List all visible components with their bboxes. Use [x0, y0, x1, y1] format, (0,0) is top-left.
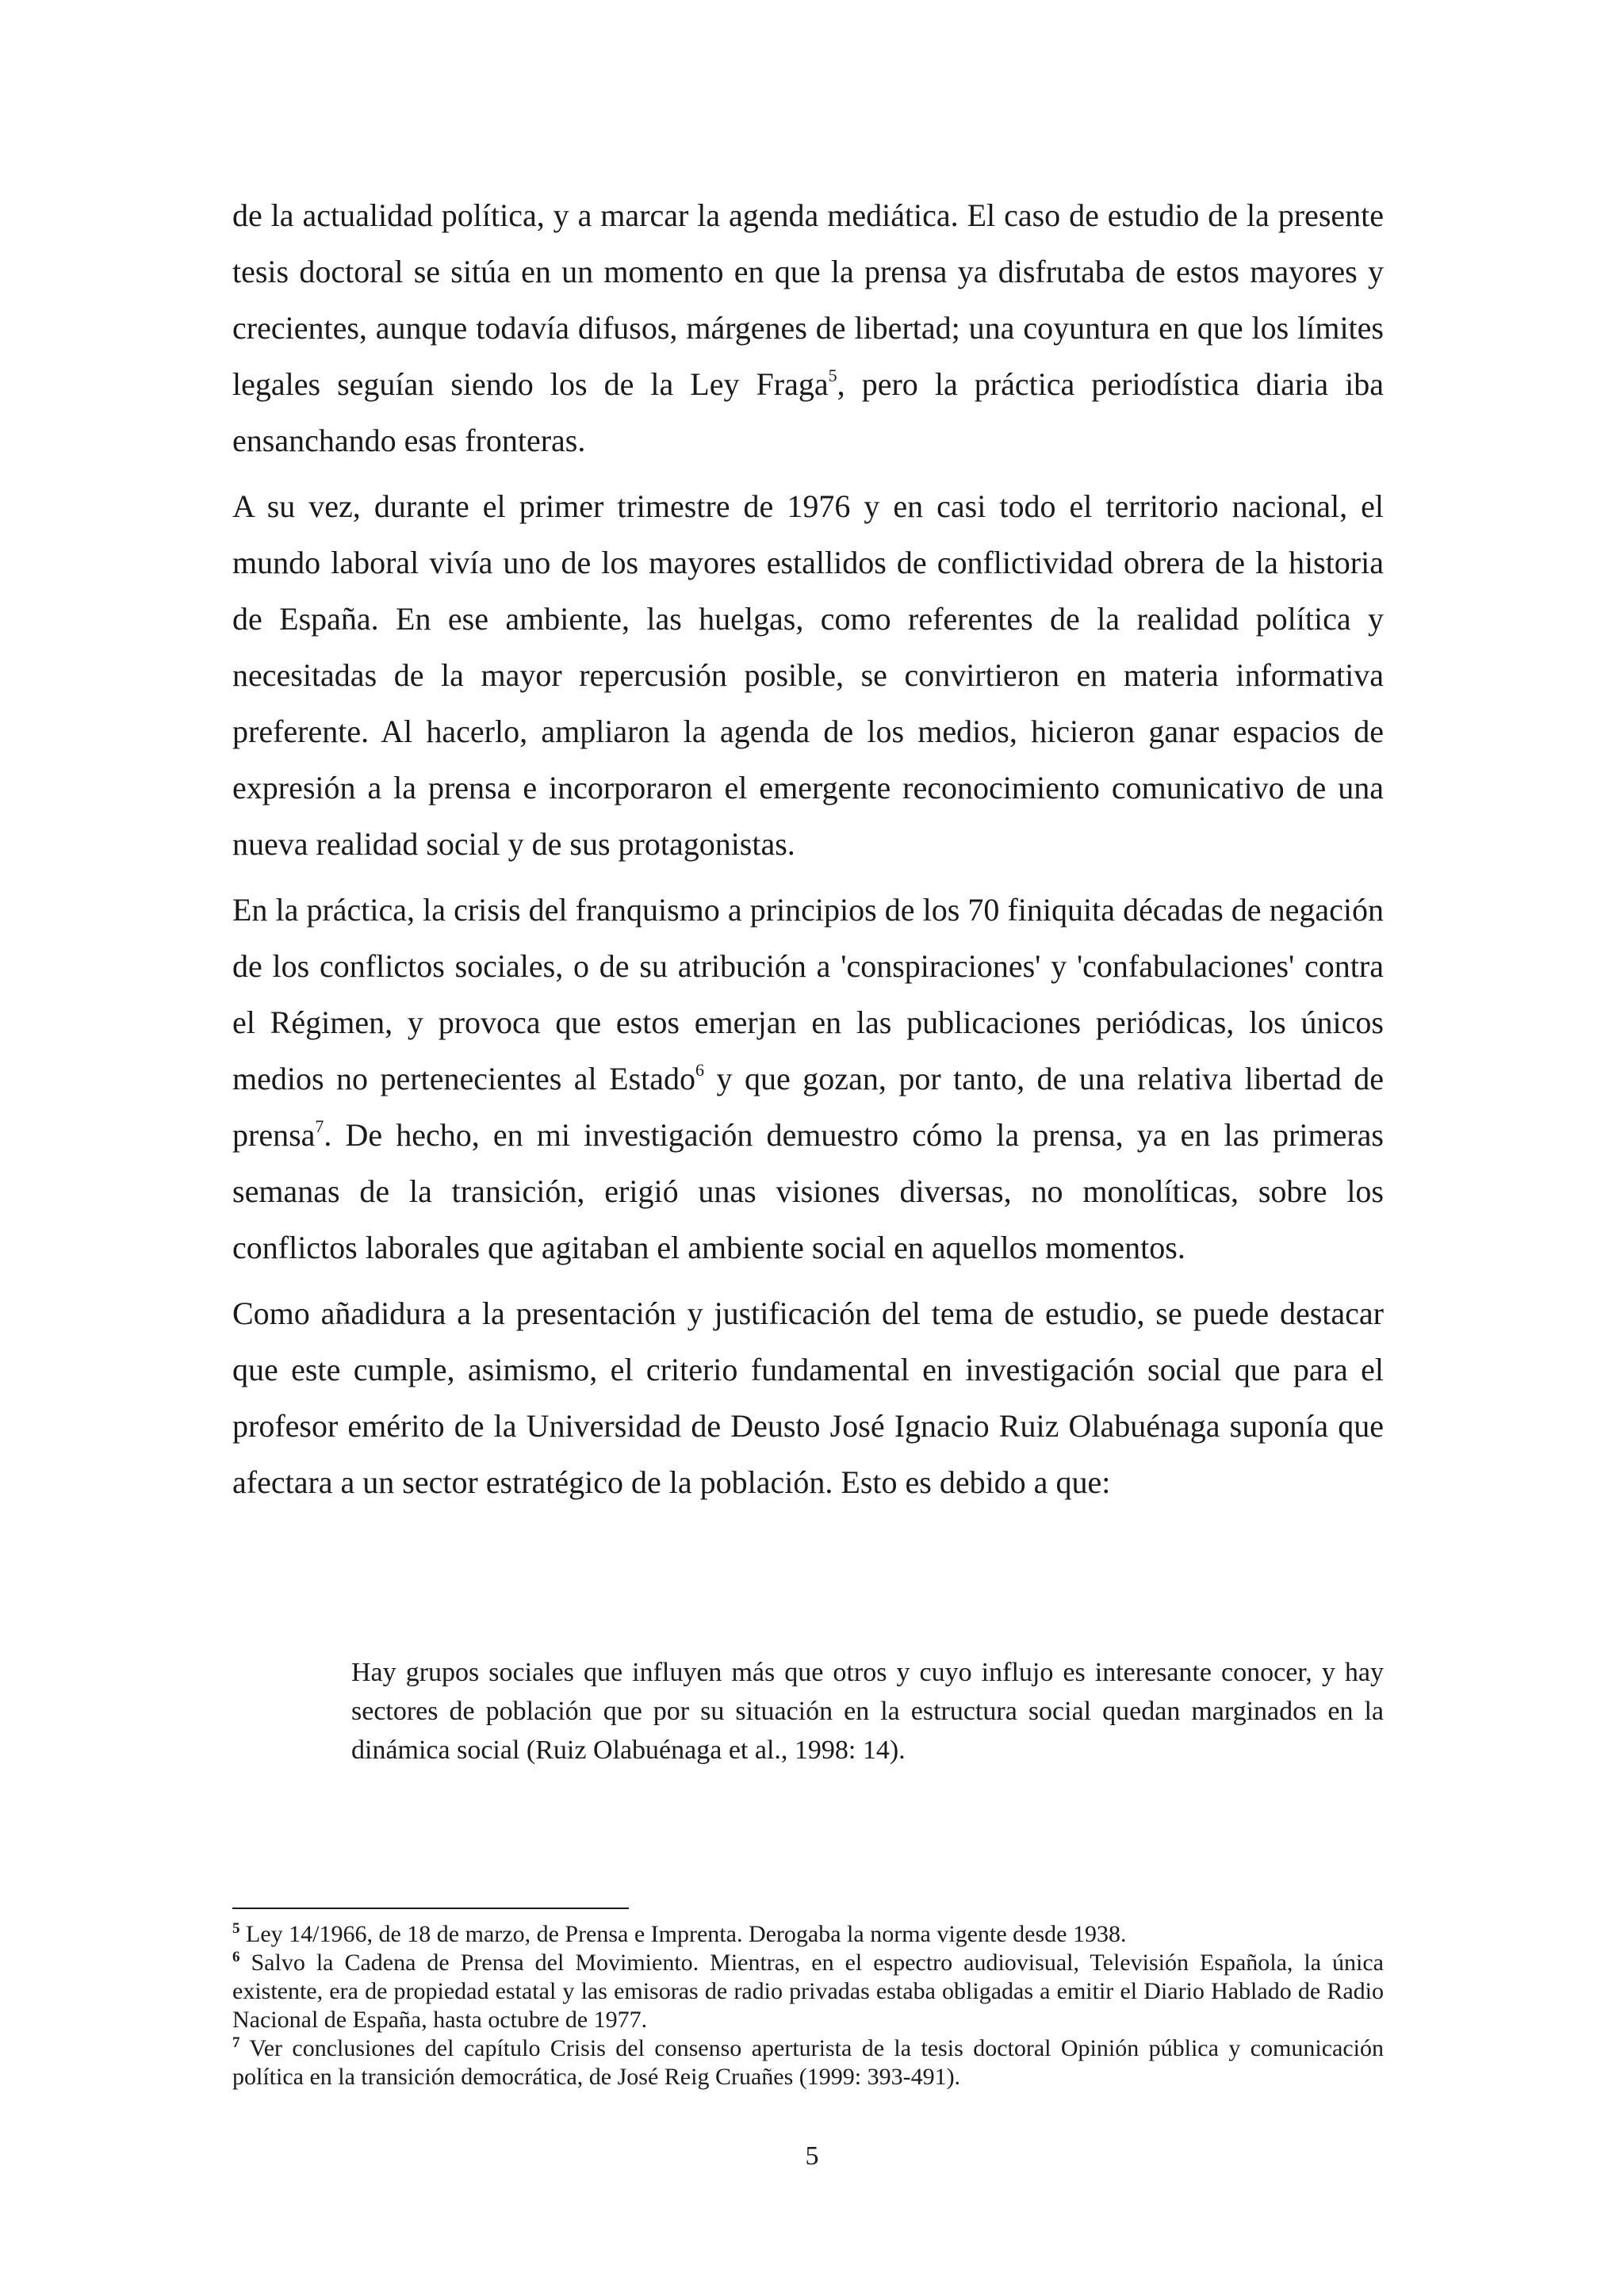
footnote-6-text: Salvo la Cadena de Prensa del Movimiento. Mientras, en el espectro audiovisual, Televisión Española, la única existente, era de propiedad estatal y las emisoras de radio privadas estaba obligadas a emitir el Diario Hablado de Radio Nacional de España, hasta octubre de 1977. [232, 1950, 1385, 2033]
paragraph-3-text-c: . De hecho, en mi investigación demuestro cómo la prensa, ya en las primeras semanas de la transición, erigió unas visiones diversas, no monolíticas, sobre los conflictos laborales que agitaban el ambiente social en aquellos momentos. [232, 1117, 1384, 1265]
body-text [232, 187, 1384, 1510]
footnote-5-mark: 5 [232, 1920, 240, 1937]
paragraph-3-text-a: En la práctica, la crisis del franquismo a principios de los 70 finiquita décadas de negación de los conflictos sociales, o de su atribución a 'conspiraciones' y 'confabulaciones' contra el Régimen, y provoca que estos emerjan en las publicaciones periódicas, los únicos medios no pertenecientes al Estado [232, 892, 1384, 1096]
footnote-5-text: Ley 14/1966, de 18 de marzo, de Prensa e Imprenta. Derogaba la norma vigente desde 1938. [246, 1921, 1127, 1947]
paragraph-1 [232, 187, 1384, 469]
footnote-6 [232, 1949, 1384, 2034]
footnote-ref-7[interactable]: 7 [315, 1116, 324, 1136]
block-quote: Hay grupos sociales que influyen más que otros y cuyo influjo es interesante conocer, y hay sectores de población que por su situación en la estructura social quedan marginados en la dinámica social (Ruiz Olabuénaga et al., 1998: 14). [351, 1658, 1384, 1765]
paragraph-3-text-b: y que gozan, por tanto, de una relativa libertad de prensa [232, 1061, 1384, 1153]
footnote-separator [232, 1908, 629, 1909]
footnote-6-mark: 6 [232, 1949, 240, 1965]
page-number: 5 [805, 2141, 819, 2171]
footnote-7-mark: 7 [232, 2034, 240, 2051]
paragraph-4: Como añadidura a la presentación y justificación del tema de estudio, se puede destacar que este cumple, asimismo, el criterio fundamental en investigación social que para el profesor emérito de la Universidad de Deusto José Ignacio Ruiz Olabuénaga suponía que afectara a un sector estratégico de la población. Esto es debido a que: [232, 1295, 1384, 1500]
footnote-7-text: Ver conclusiones del capítulo Crisis del consenso aperturista de la tesis doctoral Opinión pública y comunicación política en la transición democrática, de José Reig Cruañes (1999: 393-491). [232, 2035, 1384, 2090]
footnote-7 [232, 2034, 1384, 2091]
footnote-ref-6[interactable]: 6 [695, 1060, 705, 1080]
paragraph-1-text-b: , pero la práctica periodística diaria iba ensanchando esas fronteras. [232, 366, 1384, 458]
paragraph-2: A su vez, durante el primer trimestre de 1976 y en casi todo el territorio nacional, el mundo laboral vivía uno de los mayores estallidos de conflictividad obrera de la historia de España. En ese ambiente, las huelgas, como referentes de la realidad política y necesitadas de la mayor repercusión posible, se convirtieron en materia informativa preferente. Al hacerlo, ampliaron la agenda de los medios, hicieron ganar espacios de expresión a la prensa e incorporaron el emergente reconocimiento comunicativo de una nueva realidad social y de sus protagonistas. [232, 488, 1384, 862]
paragraph-1-text-a: de la actualidad política, y a marcar la agenda mediática. El caso de estudio de la presente tesis doctoral se sitúa en un momento en que la prensa ya disfrutaba de estos mayores y crecientes, aunque todavía difusos, márgenes de libertad; una coyuntura en que los límites legales seguían siendo los de la Ley Fraga [232, 197, 1384, 402]
footnote-5 [232, 1920, 1384, 1949]
footnotes [232, 1920, 1384, 2091]
paragraph-3 [232, 882, 1384, 1276]
footnote-ref-5[interactable]: 5 [828, 365, 837, 385]
